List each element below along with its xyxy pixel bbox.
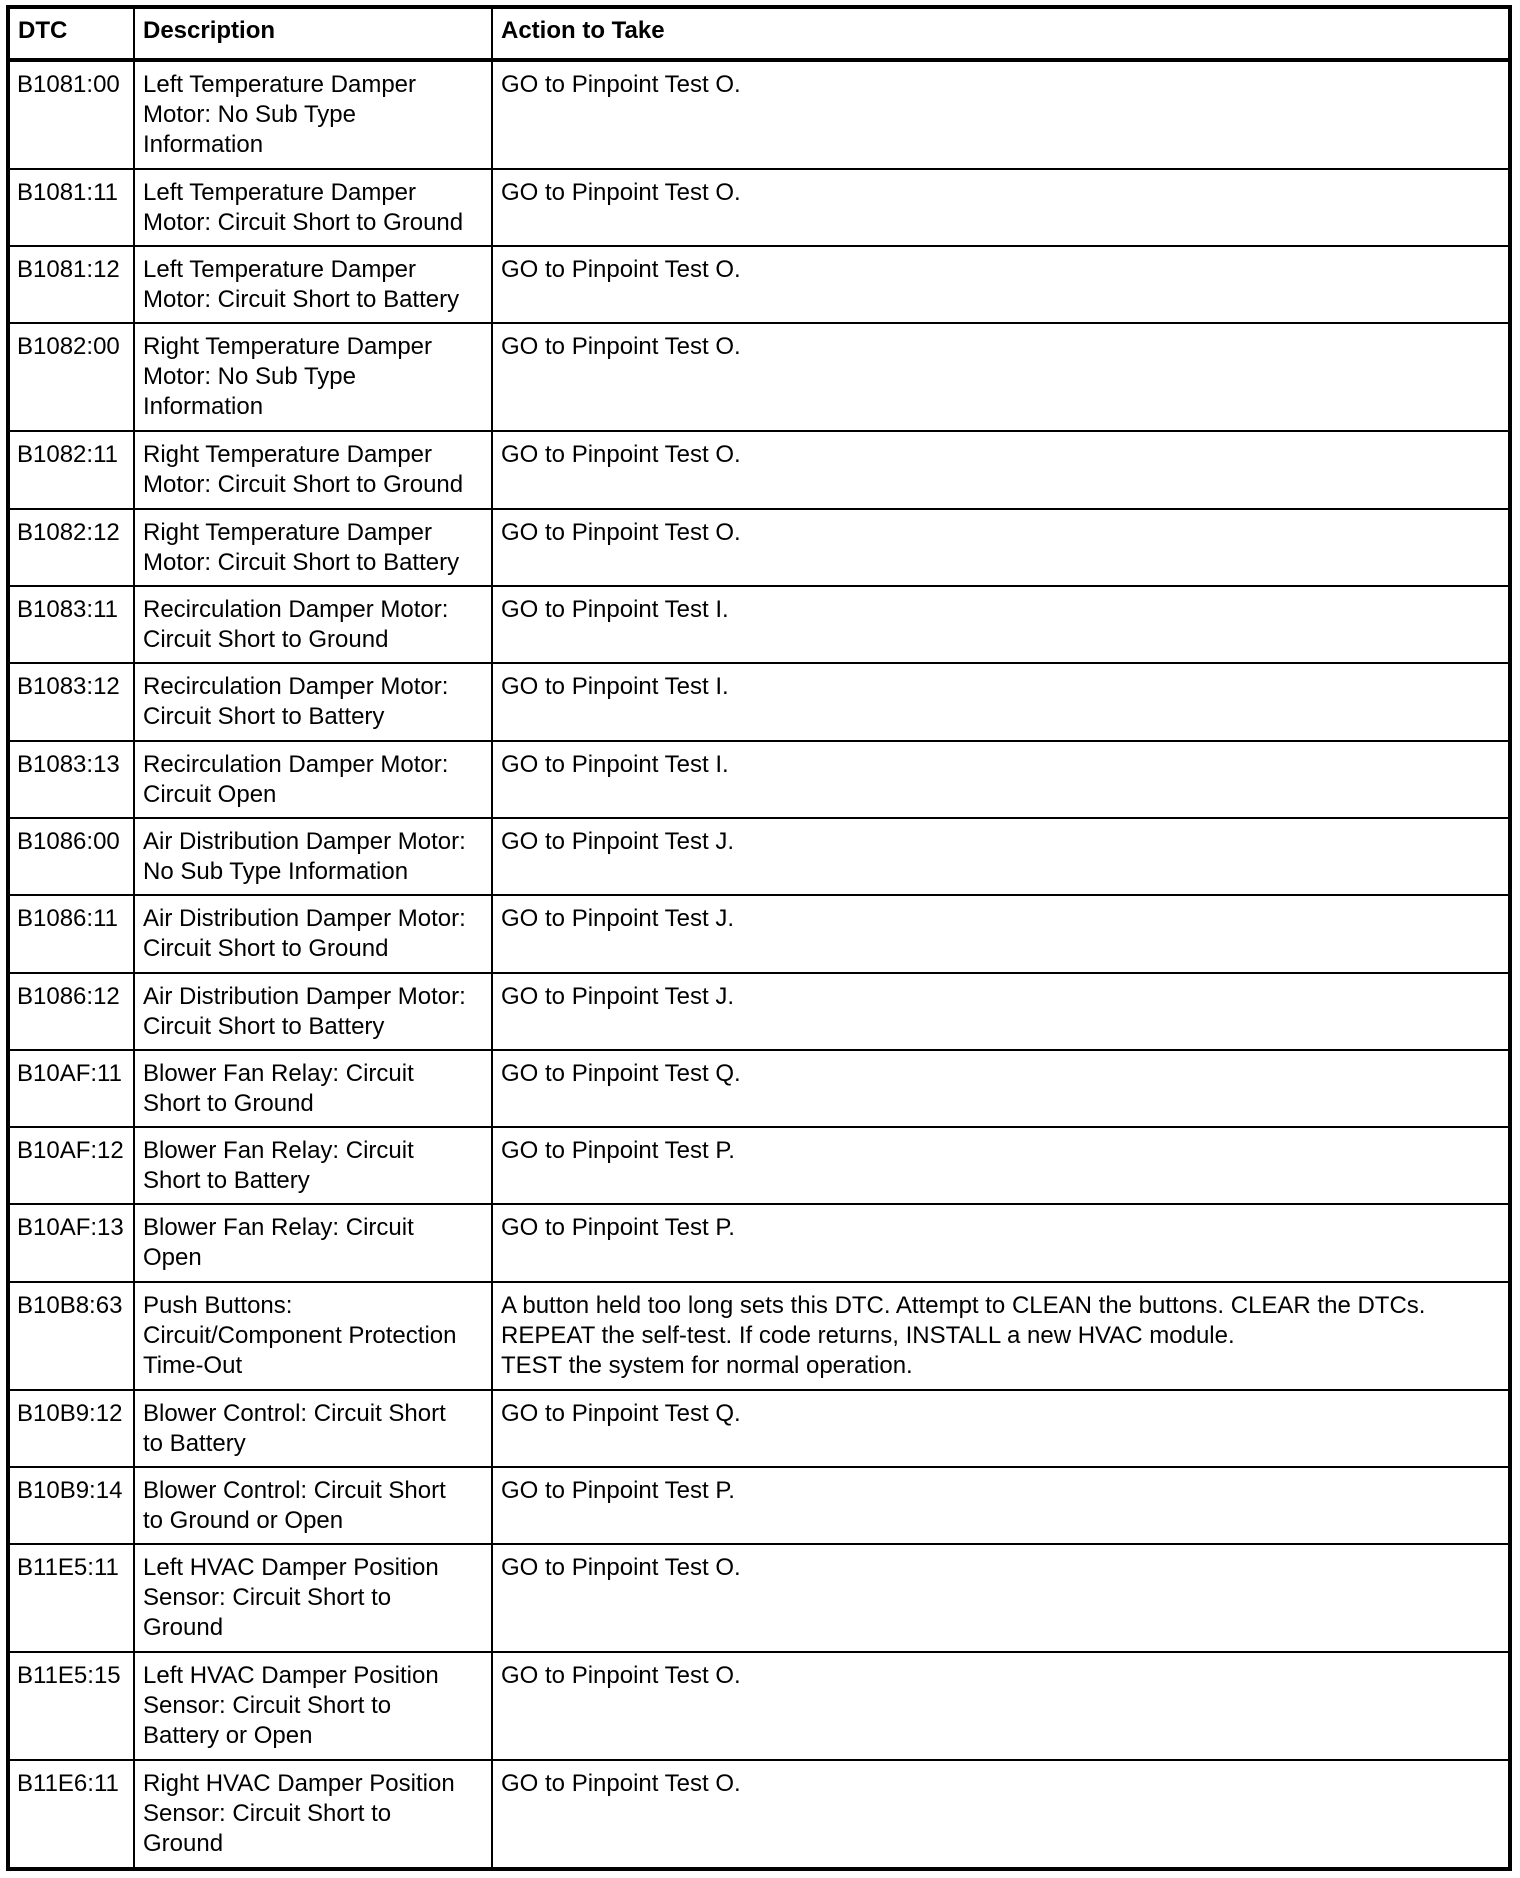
description-cell xyxy=(134,1127,492,1204)
action-cell xyxy=(492,323,1510,431)
dtc-code-cell: B1083:12 xyxy=(8,663,134,740)
action-line: GO to Pinpoint Test P. xyxy=(501,1214,735,1242)
description-cell xyxy=(134,431,492,508)
header-row xyxy=(8,7,1510,60)
table-header xyxy=(8,7,1510,60)
action-cell xyxy=(492,169,1510,246)
description-line: Right Temperature Damper xyxy=(143,333,433,361)
action-line: GO to Pinpoint Test O. xyxy=(501,1662,741,1690)
table-row xyxy=(8,169,1510,246)
description-line: Motor: Circuit Short to Battery xyxy=(143,548,460,576)
description-line: Circuit Short to Ground xyxy=(143,625,389,653)
description-cell xyxy=(134,1760,492,1869)
dtc-code-cell: B1086:12 xyxy=(8,973,134,1050)
description-line: No Sub Type Information xyxy=(143,857,409,885)
table-row xyxy=(8,246,1510,323)
table-row xyxy=(8,509,1510,586)
description-line: Left HVAC Damper Position xyxy=(143,1554,439,1582)
table-row xyxy=(8,1204,1510,1281)
table-row xyxy=(8,1282,1510,1390)
dtc-code-cell: B11E5:11 xyxy=(8,1544,134,1652)
description-line: Blower Fan Relay: Circuit xyxy=(143,1214,414,1242)
description-line: Left HVAC Damper Position xyxy=(143,1662,439,1690)
action-line: GO to Pinpoint Test J. xyxy=(501,982,735,1010)
description-line: Recirculation Damper Motor: xyxy=(143,750,449,778)
description-line: Left Temperature Damper xyxy=(143,178,417,206)
action-line: GO to Pinpoint Test I. xyxy=(501,673,729,701)
description-line: Push Buttons: xyxy=(143,1291,293,1319)
description-cell xyxy=(134,895,492,972)
description-line: Information xyxy=(143,393,264,421)
action-cell xyxy=(492,895,1510,972)
description-cell xyxy=(134,1282,492,1390)
dtc-code-cell: B1082:00 xyxy=(8,323,134,431)
action-line: GO to Pinpoint Test O. xyxy=(501,518,741,546)
description-line: Recirculation Damper Motor: xyxy=(143,595,449,623)
description-line: Blower Control: Circuit Short xyxy=(143,1476,446,1504)
dtc-code-cell: B1082:11 xyxy=(8,431,134,508)
description-cell xyxy=(134,818,492,895)
description-line: Sensor: Circuit Short to xyxy=(143,1799,392,1827)
description-line: Circuit Open xyxy=(143,780,277,808)
action-cell xyxy=(492,1390,1510,1467)
description-line: Motor: No Sub Type xyxy=(143,101,356,128)
action-cell xyxy=(492,1467,1510,1544)
dtc-code-cell: B1083:13 xyxy=(8,741,134,818)
description-line: Open xyxy=(143,1244,202,1272)
table-row xyxy=(8,1652,1510,1760)
description-line: Ground xyxy=(143,1829,224,1857)
dtc-code-cell: B1081:00 xyxy=(8,60,134,169)
table-row xyxy=(8,1760,1510,1869)
description-cell xyxy=(134,1050,492,1127)
description-line: Circuit Short to Battery xyxy=(143,703,385,731)
dtc-code-cell: B11E5:15 xyxy=(8,1652,134,1760)
dtc-code-cell: B1081:12 xyxy=(8,246,134,323)
dtc-code-cell: B1083:11 xyxy=(8,586,134,663)
description-line: Air Distribution Damper Motor: xyxy=(143,827,466,855)
description-line: Recirculation Damper Motor: xyxy=(143,673,449,701)
description-cell xyxy=(134,60,492,169)
description-line: Air Distribution Damper Motor: xyxy=(143,905,466,933)
description-cell xyxy=(134,246,492,323)
action-line: GO to Pinpoint Test Q. xyxy=(501,1059,741,1087)
description-line: to Ground or Open xyxy=(143,1506,344,1534)
action-cell xyxy=(492,1544,1510,1652)
description-cell xyxy=(134,663,492,740)
table-row xyxy=(8,1467,1510,1544)
action-cell xyxy=(492,1204,1510,1281)
description-line: Motor: Circuit Short to Ground xyxy=(143,471,464,499)
description-line: Blower Fan Relay: Circuit xyxy=(143,1059,414,1087)
action-cell xyxy=(492,663,1510,740)
action-line: GO to Pinpoint Test O. xyxy=(501,333,741,361)
description-line: Information xyxy=(143,131,264,158)
action-line: GO to Pinpoint Test P. xyxy=(501,1137,735,1165)
dtc-code-cell: B1081:11 xyxy=(8,169,134,246)
action-cell xyxy=(492,586,1510,663)
dtc-code-cell: B1082:12 xyxy=(8,509,134,586)
description-line: Circuit Short to Battery xyxy=(143,1012,385,1040)
description-cell xyxy=(134,509,492,586)
header-action: Action to Take xyxy=(492,7,1510,60)
action-line: TEST the system for normal operation. xyxy=(501,1351,913,1379)
description-cell xyxy=(134,973,492,1050)
action-line: GO to Pinpoint Test O. xyxy=(501,256,741,284)
dtc-code-cell: B10AF:11 xyxy=(8,1050,134,1127)
description-line: Right Temperature Damper xyxy=(143,518,433,546)
description-line: Short to Ground xyxy=(143,1089,314,1117)
table-row xyxy=(8,1544,1510,1652)
description-line: Circuit/Component Protection xyxy=(143,1321,457,1349)
action-cell xyxy=(492,60,1510,169)
description-cell xyxy=(134,1544,492,1652)
action-cell xyxy=(492,741,1510,818)
action-cell xyxy=(492,509,1510,586)
description-cell xyxy=(134,1652,492,1760)
description-line: Right Temperature Damper xyxy=(143,441,433,469)
table-row xyxy=(8,586,1510,663)
table-row xyxy=(8,663,1510,740)
action-cell xyxy=(492,1127,1510,1204)
action-cell xyxy=(492,818,1510,895)
table-row xyxy=(8,741,1510,818)
description-line: Sensor: Circuit Short to xyxy=(143,1584,392,1612)
action-line: GO to Pinpoint Test O. xyxy=(501,71,741,98)
table-body xyxy=(8,60,1510,1869)
dtc-code-cell: B1086:11 xyxy=(8,895,134,972)
description-cell xyxy=(134,1390,492,1467)
action-cell xyxy=(492,246,1510,323)
action-line: GO to Pinpoint Test O. xyxy=(501,178,741,206)
action-cell xyxy=(492,1760,1510,1869)
table-row xyxy=(8,431,1510,508)
header-description: Description xyxy=(134,7,492,60)
description-line: Ground xyxy=(143,1614,224,1642)
dtc-code-cell: B10AF:12 xyxy=(8,1127,134,1204)
description-line: to Battery xyxy=(143,1429,246,1457)
description-cell xyxy=(134,1467,492,1544)
dtc-table xyxy=(6,5,1512,1871)
dtc-code-cell: B1086:00 xyxy=(8,818,134,895)
table-row xyxy=(8,973,1510,1050)
action-line: GO to Pinpoint Test J. xyxy=(501,905,735,933)
dtc-code-cell: B10B9:14 xyxy=(8,1467,134,1544)
description-line: Blower Control: Circuit Short xyxy=(143,1399,446,1427)
action-cell xyxy=(492,1282,1510,1390)
action-line: GO to Pinpoint Test I. xyxy=(501,750,729,778)
action-line: REPEAT the self-test. If code returns, INSTALL a new HVAC module. xyxy=(501,1321,1235,1349)
action-line: GO to Pinpoint Test O. xyxy=(501,441,741,469)
table-row xyxy=(8,1390,1510,1467)
description-cell xyxy=(134,323,492,431)
table-row xyxy=(8,60,1510,169)
dtc-code-cell: B10AF:13 xyxy=(8,1204,134,1281)
description-line: Motor: Circuit Short to Battery xyxy=(143,286,460,314)
description-line: Time-Out xyxy=(143,1351,243,1379)
action-cell xyxy=(492,431,1510,508)
description-cell xyxy=(134,1204,492,1281)
table-row xyxy=(8,818,1510,895)
table-row xyxy=(8,323,1510,431)
action-cell xyxy=(492,973,1510,1050)
description-line: Left Temperature Damper xyxy=(143,71,417,98)
action-line: A button held too long sets this DTC. Attempt to CLEAN the buttons. CLEAR the DTCs. xyxy=(501,1291,1426,1319)
table-row xyxy=(8,895,1510,972)
dtc-code-cell: B11E6:11 xyxy=(8,1760,134,1869)
description-line: Right HVAC Damper Position xyxy=(143,1769,455,1797)
action-cell xyxy=(492,1652,1510,1760)
description-cell xyxy=(134,586,492,663)
description-cell xyxy=(134,741,492,818)
dtc-code-cell: B10B9:12 xyxy=(8,1390,134,1467)
action-line: GO to Pinpoint Test Q. xyxy=(501,1399,741,1427)
description-line: Air Distribution Damper Motor: xyxy=(143,982,466,1010)
action-line: GO to Pinpoint Test J. xyxy=(501,827,735,855)
description-line: Sensor: Circuit Short to xyxy=(143,1692,392,1720)
action-line: GO to Pinpoint Test I. xyxy=(501,595,729,623)
table-row xyxy=(8,1050,1510,1127)
description-line: Motor: No Sub Type xyxy=(143,363,356,391)
description-line: Motor: Circuit Short to Ground xyxy=(143,208,464,236)
dtc-code-cell: B10B8:63 xyxy=(8,1282,134,1390)
description-line: Short to Battery xyxy=(143,1167,310,1195)
action-line: GO to Pinpoint Test O. xyxy=(501,1769,741,1797)
description-line: Circuit Short to Ground xyxy=(143,935,389,963)
header-dtc: DTC xyxy=(8,7,134,60)
description-line: Left Temperature Damper xyxy=(143,256,417,284)
action-line: GO to Pinpoint Test O. xyxy=(501,1554,741,1582)
action-cell xyxy=(492,1050,1510,1127)
description-line: Battery or Open xyxy=(143,1722,313,1750)
description-cell xyxy=(134,169,492,246)
action-line: GO to Pinpoint Test P. xyxy=(501,1476,735,1504)
description-line: Blower Fan Relay: Circuit xyxy=(143,1137,414,1165)
table-row xyxy=(8,1127,1510,1204)
